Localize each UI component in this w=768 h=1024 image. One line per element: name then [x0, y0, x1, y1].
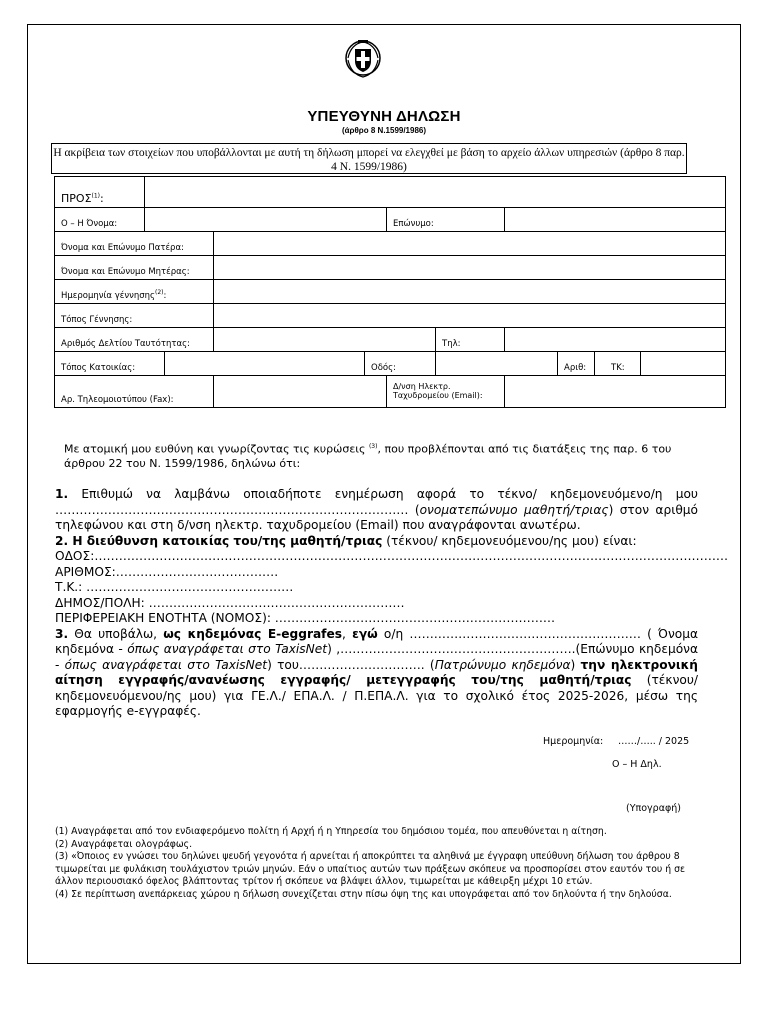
number-label: Αριθ:	[558, 352, 595, 376]
mother-name-label: Όνομα και Επώνυμο Μητέρας:	[55, 256, 214, 280]
street-label: Οδός:	[365, 352, 436, 376]
date-label: Ημερομηνία:	[543, 736, 604, 747]
recipient-label: ΠΡΟΣ$^{(1)}$:	[55, 177, 145, 208]
document-subtitle: (άρθρο 8 Ν.1599/1986)	[341, 126, 427, 135]
declaration-point-3: 3. Θα υποβάλω, ως κηδεμόνας E-eggrafes, εγώ ο/η ………………………………………………… ( Όνομα κηδεμόνα - όπως αναγράφεται στο TaxisNet) ,………………………………………………….(Επώνυμο κηδεμόνα - όπως αναγράφεται στο TaxisNet) του…………………………. (Πατρώνυμο κηδεμόνα) την ηλεκτρονική αίτηση εγγραφής/ανανέωσης εγγραφής/ μετεγγραφής του/της μαθητή/τριας (τέκνου/ κηδεμονευόμενου/ης μου) για ΓΕ.Λ./ ΕΠΑ.Λ. / Π.ΕΠΑ.Λ. για το σχολικό έτος 2025-2026, μέσω της εφαρμογής e-εγγραφές.	[55, 626, 699, 718]
birthplace-label: Τόπος Γέννησης:	[55, 304, 214, 328]
phone-label: Τηλ:	[436, 328, 505, 352]
address-city-line: ΔΗΜΟΣ/ΠΟΛΗ: ………………………………………………………	[55, 595, 405, 610]
date-line	[543, 736, 689, 747]
birthdate-field[interactable]	[214, 280, 726, 304]
declaration-point-1: 1. Επιθυμώ να λαμβάνω οποιαδήποτε ενημέρωση αφορά το τέκνο/ κηδεμονευόμενο/η μου …………………………………………………………………………… (ονοματεπώνυμο μαθητή/τριας) στον αριθμό τηλεφώνου και στη δ/νση ηλεκτρ. ταχυδρομείου (Email) που αναγράφονται ανωτέρω.	[55, 487, 698, 532]
birthplace-field[interactable]	[214, 304, 726, 328]
mother-name-field[interactable]	[214, 256, 726, 280]
declaration-intro: Με ατομική μου ευθύνη και γνωρίζοντας τις κυρώσεις $^{(3)}$, που προβλέπονται από τις διατάξεις της παρ. 6 του άρθρου 22 του Ν. 1599/1986, δηλώνω ότι:	[64, 442, 672, 470]
declarant-details-table	[54, 176, 726, 408]
address-number-line: ΑΡΙΘΜΟΣ:………………………………….	[55, 564, 279, 579]
email-label: Δ/νση Ηλεκτρ. Ταχυδρομείου (Email):	[387, 376, 505, 408]
date-value: ……/….. / 2025	[618, 736, 690, 747]
footnote-1: (1) Αναγράφεται από τον ενδιαφερόμενο πολίτη ή Αρχή ή η Υπηρεσία του δημόσιου τομέα, που απευθύνεται η αίτηση.	[55, 826, 607, 837]
signature-label: (Υπογραφή)	[626, 803, 681, 814]
birthdate-label: Ημερομηνία γέννησης$^{(2)}$:	[55, 280, 214, 304]
surname-label: Επώνυμο:	[387, 208, 505, 232]
document-title: ΥΠΕΥΘΥΝΗ ΔΗΛΩΣΗ	[307, 108, 461, 125]
name-label: Ο – Η Όνομα:	[55, 208, 145, 232]
address-postcode-line: Τ.Κ.: ……………………………………………	[55, 580, 294, 594]
declaration-point-2: 2. Η διεύθυνση κατοικίας του/της μαθητή/τριας (τέκνου/ κηδεμονευόμενου/ης μου) είναι:	[55, 533, 637, 548]
fax-label: Αρ. Τηλεομοιοτύπου (Fax):	[55, 376, 214, 408]
id-card-label: Αριθμός Δελτίου Ταυτότητας:	[55, 328, 214, 352]
surname-field[interactable]	[505, 208, 726, 232]
email-field[interactable]	[505, 376, 726, 408]
fax-field[interactable]	[214, 376, 387, 408]
declarant-label: Ο – Η Δηλ.	[612, 759, 662, 770]
footnote-2: (2) Αναγράφεται ολογράφως.	[55, 838, 193, 850]
id-card-field[interactable]	[214, 328, 436, 352]
father-name-field[interactable]	[214, 232, 726, 256]
footnote-3: (3) «Όποιος εν γνώσει του δηλώνει ψευδή γεγονότα ή αρνείται ή αποκρύπτει τα αληθινά με έγγραφη υπεύθυνη δήλωση του άρθρου 8 τιμωρείται με φυλάκιση τουλάχιστον τριών μηνών. Εάν ο υπαίτιος αυτών των πράξεων σκόπευε να προσπορίσει στον εαυτόν του ή σε άλλον περιουσιακό όφελος βλάπτοντας τρίτον ή σκόπευε να βλάψει άλλον, τιμωρείται με κάθειρξη μέχρι 10 ετών.	[55, 851, 686, 887]
father-name-label: Όνομα και Επώνυμο Πατέρα:	[55, 232, 214, 256]
residence-field[interactable]	[165, 352, 365, 376]
footnote-4: (4) Σε περίπτωση ανεπάρκειας χώρου η δήλωση συνεχίζεται στην πίσω όψη της και υπογράφεται από τον δηλούντα ή την δηλούσα.	[55, 888, 672, 900]
street-field[interactable]	[436, 352, 558, 376]
address-region-line: ΠΕΡΙΦΕΡΕΙΑΚΗ ΕΝΟΤΗΤΑ (ΝΟΜΟΣ): ……………………………………………………………	[55, 611, 556, 625]
footnotes	[55, 826, 715, 901]
greek-coat-of-arms-icon	[343, 34, 383, 84]
phone-field[interactable]	[505, 328, 726, 352]
name-field[interactable]	[145, 208, 387, 232]
recipient-field[interactable]	[145, 177, 726, 208]
address-street-line: ΟΔΟΣ:…………………………………………………………………………………………………………………………………………	[55, 549, 729, 563]
accuracy-notice: Η ακρίβεια των στοιχείων που υποβάλλονται με αυτή τη δήλωση μπορεί να ελεγχθεί με βάση το αρχείο άλλων υπηρεσιών (άρθρο 8 παρ. 4 Ν. 1599/1986)	[51, 143, 687, 174]
residence-label: Τόπος Κατοικίας:	[55, 352, 165, 376]
declaration-body	[55, 487, 729, 720]
postcode-label: ΤΚ:	[641, 352, 726, 376]
